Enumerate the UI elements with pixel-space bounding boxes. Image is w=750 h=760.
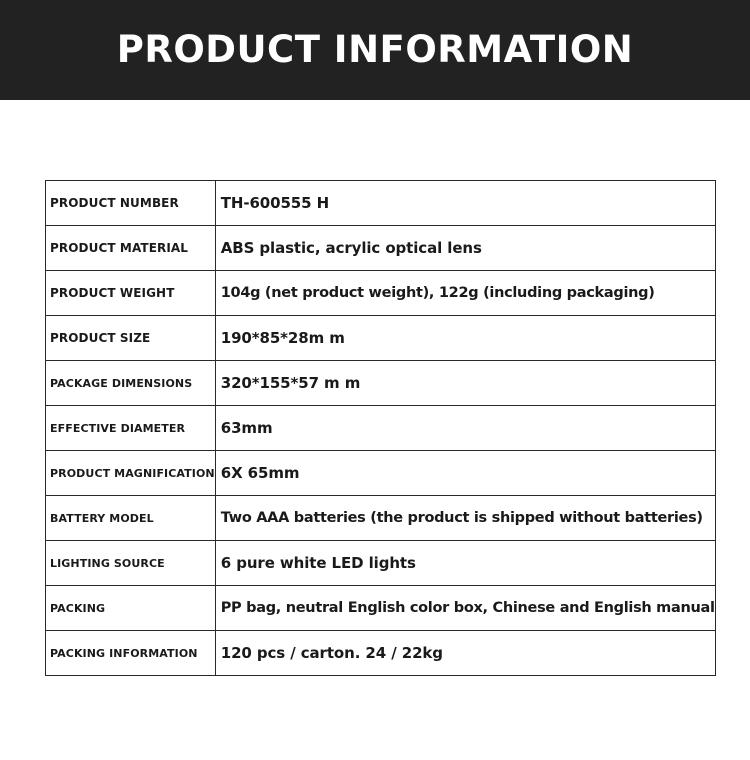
spec-label-product-size: PRODUCT SIZE — [46, 316, 216, 361]
spec-value-battery-model: Two AAA batteries (the product is shipped without batteries) — [215, 496, 715, 541]
spec-value-packing: PP bag, neutral English color box, Chinese and English manual — [215, 586, 715, 631]
spec-label-product-magnification: PRODUCT MAGNIFICATION — [46, 451, 216, 496]
table-row — [46, 451, 716, 496]
table-row — [46, 226, 716, 271]
spec-value-product-weight: 104g (net product weight), 122g (including packaging) — [215, 271, 715, 316]
table-row — [46, 586, 716, 631]
spec-value-product-material: ABS plastic, acrylic optical lens — [215, 226, 715, 271]
table-row — [46, 541, 716, 586]
table-row — [46, 316, 716, 361]
spec-label-package-dimensions: PACKAGE DIMENSIONS — [46, 361, 216, 406]
table-row — [46, 496, 716, 541]
spec-label-product-number: PRODUCT NUMBER — [46, 181, 216, 226]
header-banner — [0, 0, 750, 100]
spec-label-product-weight: PRODUCT WEIGHT — [46, 271, 216, 316]
spec-value-packing-information: 120 pcs / carton. 24 / 22kg — [215, 631, 715, 676]
table-row — [46, 361, 716, 406]
spec-value-product-number: TH-600555 H — [215, 181, 715, 226]
spec-label-packing: PACKING — [46, 586, 216, 631]
table-row — [46, 271, 716, 316]
spec-value-lighting-source: 6 pure white LED lights — [215, 541, 715, 586]
spec-label-lighting-source: LIGHTING SOURCE — [46, 541, 216, 586]
spec-label-battery-model: BATTERY MODEL — [46, 496, 216, 541]
spec-label-effective-diameter: EFFECTIVE DIAMETER — [46, 406, 216, 451]
spec-value-product-size: 190*85*28m m — [215, 316, 715, 361]
page-title: PRODUCT INFORMATION — [116, 27, 634, 71]
spec-value-package-dimensions: 320*155*57 m m — [215, 361, 715, 406]
table-row — [46, 631, 716, 676]
spec-value-effective-diameter: 63mm — [215, 406, 715, 451]
table-row — [46, 406, 716, 451]
spec-value-product-magnification: 6X 65mm — [215, 451, 715, 496]
table-row — [46, 181, 716, 226]
spec-label-product-material: PRODUCT MATERIAL — [46, 226, 216, 271]
product-info-table — [45, 180, 716, 676]
spec-label-packing-information: PACKING INFORMATION — [46, 631, 216, 676]
